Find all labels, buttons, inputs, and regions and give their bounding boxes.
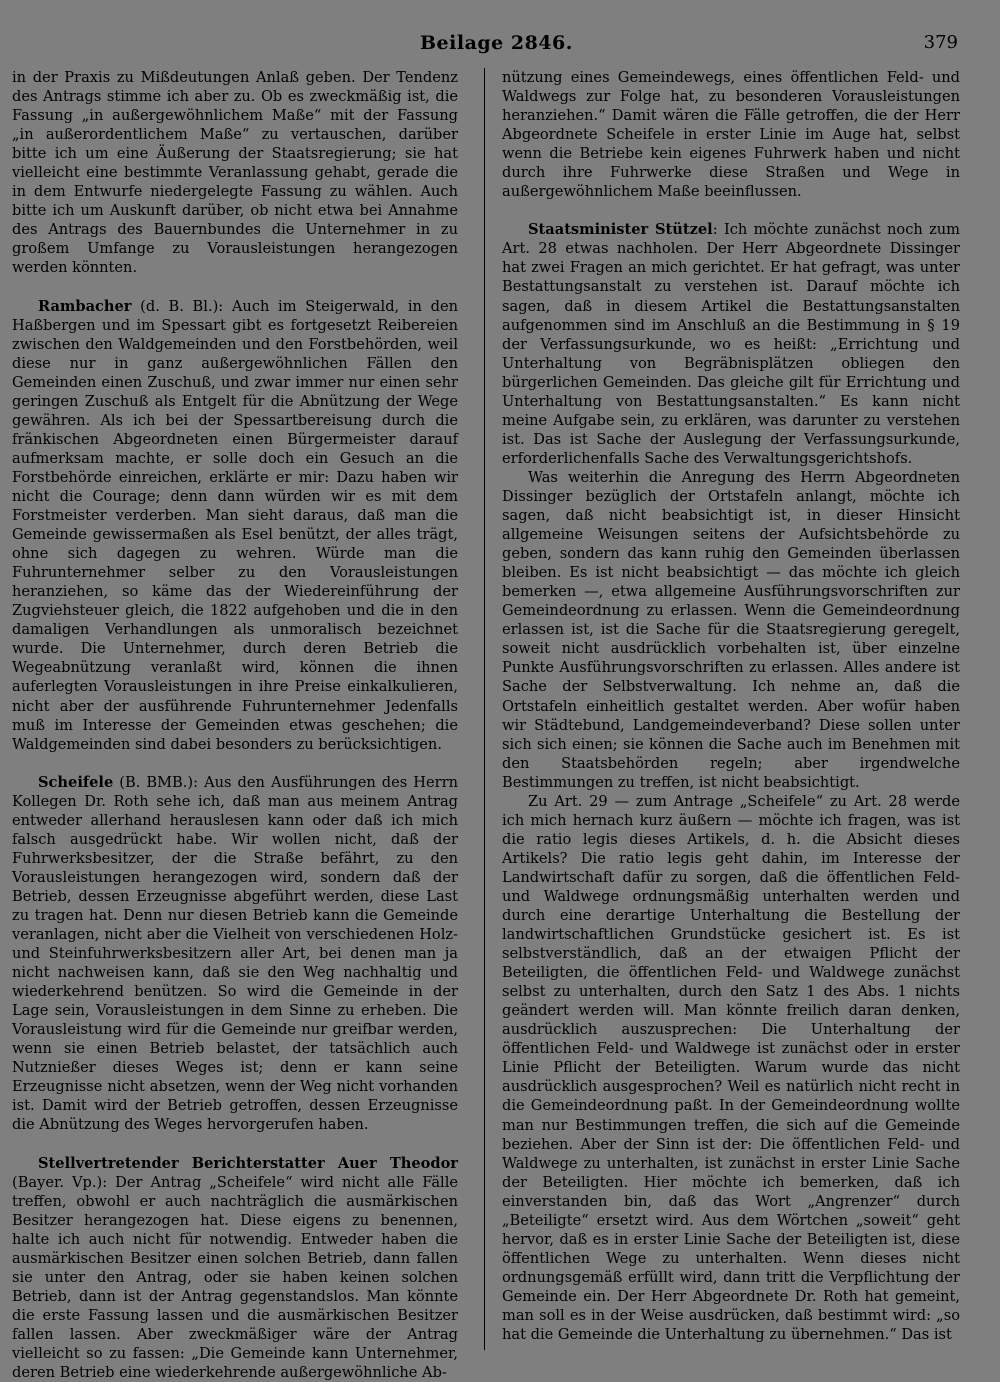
speech-scheifele — [12, 773, 458, 1135]
speech-rambacher — [12, 297, 458, 754]
speaker-name: Scheifele — [38, 773, 114, 791]
left-column — [12, 68, 458, 1382]
spacer — [12, 754, 458, 773]
column-divider — [484, 68, 485, 1350]
paragraph-text: Der Antrag „Scheifele“ wird nicht alle Fälle treffen, obwohl er auch nachträglich die ausmärkischen Besitzer herangezogen hat. Diese eigens zu benennen, halte ich auch nicht für notwendig. Entweder haben die ausmärkischen Besitzer einen solchen Betrieb, dann fallen sie unter den Antrag, oder sie haben keinen solchen Betrieb, dann ist der Antrag gegenstandslos. Man könnte die erste Fassung lassen und die ausmärkischen Besitzer fallen lassen. Aber zweckmäßiger wäre der Antrag vielleicht so zu fassen: „Die Gemeinde kann Unternehmer, deren Betrieb eine wiederkehrende außergewöhnliche Ab- — [12, 1173, 459, 1382]
paragraph-continuation — [502, 68, 960, 201]
spacer — [502, 201, 960, 220]
speaker-affiliation: (d. B. Bl.): — [131, 297, 232, 315]
paragraph-text: Aus den Ausführungen des Herrn Kollegen Dr. Roth sehe ich, daß man aus meinem Antrag entweder allerhand herauslesen kann oder daß ich mich falsch ausgedrückt habe. Wir wollen nicht, daß der Fuhrwerksbesitzer, der die Straße befährt, zu den Vorausleistungen herangezogen wird, sondern daß der Betrieb, dessen Erzeugnisse abgeführt werden, diese Last zu tragen hat. Denn nur diesen Betrieb kann die Gemeinde veranlagen, nicht aber die Vielheit von verschiedenen Holz- und Steinfuhrwerksbesitzern aller Art, bei denen man ja nicht nachweisen kann, daß sie den Weg nachhaltig und wiederkehrend benützen. So wird die Gemeinde in der Lage sein, Vorausleistungen in dem Sinne zu erheben. Die Vorausleistung wird für die Gemeinde nur greifbar werden, wenn sie einen Betrieb belastet, der tatsächlich auch Nutznießer dieses Weges ist; denn er kann seine Erzeugnisse nicht absetzen, wenn der Weg nicht vorhanden ist. Damit wird der Betrieb getroffen, dessen Erzeugnisse die Abnützung des Weges hervorgerufen haben. — [12, 773, 458, 1134]
spacer — [12, 278, 458, 297]
paragraph-text: Auch im Steigerwald, in den Haßbergen und im Spessart gibt es fortgesetzt Reibereien zwischen den Waldgemeinden und den Forstbehörden, weil diese nur in ganz außergewöhnlichen Fällen den Gemeinden einen Zuschuß, und zwar immer nur einen sehr geringen Zuschuß als Entgelt für die Abnützung der Wege gewähren. Als ich bei der Spessartbereisung durch die fränkischen Abgeordneten einen Bürgermeister darauf aufmerksam machte, er solle doch ein Gesuch an die Forstbehörde einreichen, erklärte er mir: Dazu haben wir nicht die Courage; denn dann würden wir es mit dem Forstmeister verderben. Man sieht daraus, daß man die Gemeinde gewissermaßen als Esel benützt, der alles trägt, ohne sich dagegen zu wehren. Würde man die Fuhrunternehmer selber zu den Vorausleistungen heranziehen, so käme das der Wiedereinführung der Zugviehsteuer gleich, die 1822 aufgehoben und die in den damaligen Verhandlungen als unmoralisch bezeichnet wurde. Die Unternehmer, durch deren Betrieb die Wegeabnützung veranlaßt wird, können die ihnen auferlegten Vorausleistungen in ihre Preise einkalkulieren, nicht aber der ausführende Fuhrunternehmer Jedenfalls muß im Interesse der Gemeinden etwas geschehen; die Waldgemeinden sind dabei besonders zu berücksichtigen. — [12, 297, 458, 753]
paragraph-text: Ich möchte zunächst noch zum Art. 28 etwas nachholen. Der Herr Abgeordnete Dissinger hat zwei Fragen an mich gerichtet. Er hat gefragt, was unter Bestattungsanstalt zu verstehen ist. Darauf möchte ich sagen, daß in diesem Artikel die Bestattungsanstalten aufgenommen sind im Anschluß an die Bestimmung in § 19 der Verfassungsurkunde, wo es heißt: „Errichtung und Unterhaltung von Begräbnisplätzen obliegen den bürgerlichen Gemeinden. Das gleiche gilt für Errichtung und Unterhaltung von Bestattungsanstalten.“ Es kann nicht meine Aufgabe sein, zu erklären, was darunter zu verstehen ist. Das ist Sache der Auslegung der Verfassungsurkunde, erforderlichenfalls Sache des Verwaltungsgerichtshofs. — [502, 221, 960, 467]
paragraph-ortstafeln — [502, 468, 960, 792]
running-head: Beilage 2846. — [420, 32, 573, 54]
paragraph-text: Was weiterhin die Anregung des Herrn Abgeordneten Dissinger bezüglich der Ortstafeln anlangt, möchte ich sagen, daß nicht beabsichtigt ist, in dieser Hinsicht allgemeine Weisungen seitens der Aufsichtsbehörde zu geben, sondern das kann ruhig den Gemeinden überlassen bleiben. Es ist nicht beabsichtigt — das möchte ich gleich bemerken —, etwa allgemeine Ausführungsvorschriften zur Gemeindeordnung zu erlassen. Wenn die Gemeindeordnung erlassen ist, ist die Sache für die Staatsregierung geregelt, soweit nicht ausdrücklich vorbehalten ist, über einzelne Punkte Ausführungsvorschriften zu erlassen. Alles andere ist Sache der Selbstverwaltung. Ich nehme an, daß die Ortstafeln einheitlich gestaltet werden. Aber wofür haben wir Städtebund, Landgemeindeverband? Diese sollen unter sich sich einen; sie können die Sache auch im Benehmen mit den Staatsbehörden regeln; aber irgendwelche Bestimmungen zu treffen, ist nicht beabsichtigt. — [502, 468, 960, 791]
paragraph-text: Zu Art. 29 — zum Antrage „Scheifele“ zu Art. 28 werde ich mich hernach kurz äußern — möchte ich fragen, was ist die ratio legis dieses Artikels, d. h. die Absicht dieses Artikels? Die ratio legis geht dahin, im Interesse der Landwirtschaft dafür zu sorgen, daß die öffentlichen Feld- und Waldwege ordnungsmäßig unterhalten werden und durch eine derartige Unterhaltung die Bestellung der landwirtschaftlichen Grundstücke gesichert ist. Es ist selbstverständlich, daß an der etwaigen Pflicht der Beteiligten, die öffentlichen Feld- und Waldwege zunächst selbst zu unterhalten, durch den Satz 1 des Abs. 1 nichts geändert werden will. Man könnte freilich daran denken, ausdrücklich auszusprechen: Die Unterhaltung der öffentlichen Feld- und Waldwege ist zunächst oder in erster Linie Pflicht der Beteiligten. Warum wurde das nicht ausdrücklich ausgesprochen? Weil es natürlich nicht recht in die Gemeindeordnung paßt. In der Gemeindeordnung wollte man nur Bestimmungen treffen, die sich auf die Gemeinde beziehen. Aber der Sinn ist der: Die öffentlichen Feld- und Waldwege zu unterhalten, ist zunächst in erster Linie Sache der Beteiligten. Hier möchte ich bemerken, daß ich einverstanden bin, daß das Wort „Angrenzer“ durch „Beteiligte“ ersetzt wird. Aus dem Wörtchen „soweit“ geht hervor, daß es in erster Linie Sache der Beteiligten ist, diese öffentlichen Wege zu unterhalten. Wenn dieses nicht ordnungsgemäß erfüllt wird, dann tritt die Verpflichtung der Gemeinde ein. Der Herr Abgeordnete Dr. Roth hat gemeint, man soll es in der Weise ausdrücken, daß bestimmt wird: „so hat die Gemeinde die Unterhaltung zu übernehmen.“ Das ist — [502, 792, 960, 1344]
speaker-affiliation: (Bayer. Vp.): — [12, 1173, 116, 1191]
speaker-name: Stellvertretender Berichterstatter Auer Theodor — [38, 1154, 458, 1172]
right-column — [502, 68, 960, 1344]
speech-auer — [12, 1154, 458, 1382]
paragraph-continuation — [12, 68, 458, 278]
speaker-name: Staatsminister Stützel — [528, 221, 713, 239]
speaker-name: Rambacher — [38, 297, 132, 315]
spacer — [12, 1135, 458, 1154]
speech-stuetzel — [502, 220, 960, 468]
paragraph-art-29 — [502, 792, 960, 1344]
speaker-affiliation: : — [712, 221, 724, 239]
paragraph-text: nützung eines Gemeindewegs, eines öffentlichen Feld- und Waldwegs zur Folge hat, zu besonderen Vorausleistungen heranziehen.“ Damit wären die Fälle getroffen, die der Herr Abgeordnete Scheifele in erster Linie im Auge hat, selbst wenn die Betriebe kein eigenes Fuhrwerk haben und nicht durch ihre Fuhrwerke diese Straßen und Wege in außergewöhnlichem Maße beeinflussen. — [502, 69, 960, 201]
speaker-affiliation: (B. BMB.): — [113, 773, 205, 791]
page-number: 379 — [923, 32, 958, 53]
page-header — [0, 32, 1000, 62]
paragraph-text: in der Praxis zu Mißdeutungen Anlaß geben. Der Tendenz des Antrags stimme ich aber zu. Ob es zweckmäßig ist, die Fassung „in außergewöhnlichem Maße“ mit der Fassung „in außerordentlichem Maße“ zu vertauschen, darüber bitte ich um eine Äußerung der Staatsregierung; sie hat vielleicht eine bestimmte Veranlassung gehabt, gerade die in dem Entwurfe niedergelegte Fassung zu wählen. Auch bitte ich um Auskunft darüber, ob nicht etwa bei Annahme des Antrags des Bauernbundes die Unternehmer in zu großem Umfange zu Vorausleistungen herangezogen werden könnten. — [12, 69, 458, 277]
